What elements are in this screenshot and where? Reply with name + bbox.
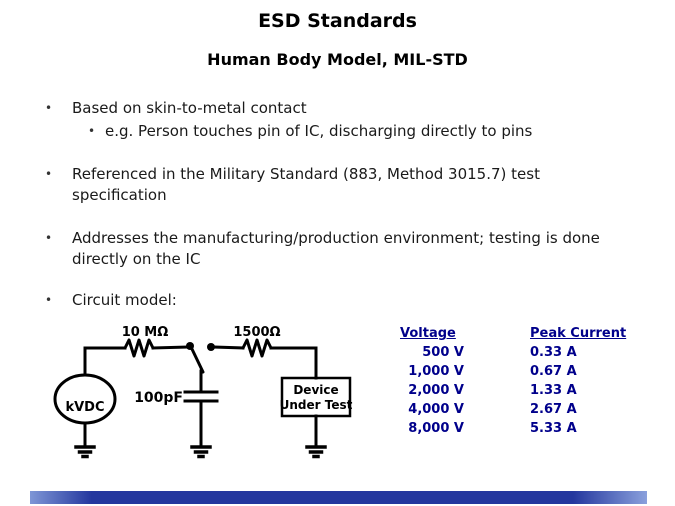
bullet-icon: •: [45, 231, 53, 245]
footer-accent-bar: [30, 491, 647, 504]
page-subtitle: Human Body Model, MIL-STD: [207, 50, 468, 69]
current-value: 0.33 A: [530, 345, 577, 360]
table-row: [400, 400, 626, 419]
circuit-diagram: [45, 315, 385, 465]
bullet-text: e.g. Person touches pin of IC, discharging directly to pins: [105, 122, 533, 140]
bullet-text: Circuit model:: [72, 291, 177, 309]
bullet-icon: •: [45, 101, 53, 115]
ground-icon: [192, 447, 210, 457]
bullet-item: [40, 290, 637, 311]
resistor1-label: 10 MΩ: [121, 325, 169, 340]
current-value: 1.33 A: [530, 383, 577, 398]
resistor2-label: 1500Ω: [233, 325, 281, 340]
bullet-list: [40, 98, 637, 311]
bullet-text: Addresses the manufacturing/production environment; testing is done directly on the IC: [72, 229, 600, 268]
table-header-row: [400, 324, 626, 343]
voltage-value: 500 V: [422, 345, 464, 360]
series-resistor-1500: [214, 325, 316, 378]
bullet-item: [40, 164, 637, 206]
current-value: 5.33 A: [530, 421, 577, 436]
column-header-voltage: Voltage: [400, 326, 456, 341]
current-value: 0.67 A: [530, 364, 577, 379]
capacitor: [134, 371, 217, 446]
dut-label-line1: Device: [293, 383, 339, 397]
voltage-source: [55, 375, 115, 446]
series-resistor-10M: [85, 325, 187, 375]
bullet-icon: •: [45, 167, 53, 181]
voltage-source-label: kVDC: [65, 400, 105, 415]
bullet-text: Referenced in the Military Standard (883, Method 3015.7) test specification: [72, 165, 540, 204]
voltage-value: 8,000 V: [408, 421, 464, 436]
bullet-subitem: [40, 121, 637, 142]
device-under-test: [280, 378, 353, 446]
table-row: [400, 419, 626, 438]
ground-icon: [307, 447, 325, 457]
table-row: [400, 362, 626, 381]
voltage-value: 2,000 V: [408, 383, 464, 398]
dut-label-line2: Under Test: [279, 398, 353, 412]
table-row: [400, 381, 626, 400]
bullet-item: [40, 228, 637, 270]
bullet-item: [40, 98, 637, 119]
switch: [186, 342, 215, 372]
voltage-value: 4,000 V: [408, 402, 464, 417]
column-header-peak-current: Peak Current: [530, 326, 627, 341]
bullet-icon: •: [88, 124, 96, 138]
voltage-current-table: [400, 324, 626, 438]
current-value: 2.67 A: [530, 402, 577, 417]
page-title: ESD Standards: [258, 10, 417, 32]
bullet-text: Based on skin-to-metal contact: [72, 99, 307, 117]
bullet-icon: •: [45, 293, 53, 307]
table-row: [400, 343, 626, 362]
ground-icon: [76, 447, 94, 457]
capacitor-label: 100pF: [134, 390, 183, 406]
voltage-value: 1,000 V: [408, 364, 464, 379]
